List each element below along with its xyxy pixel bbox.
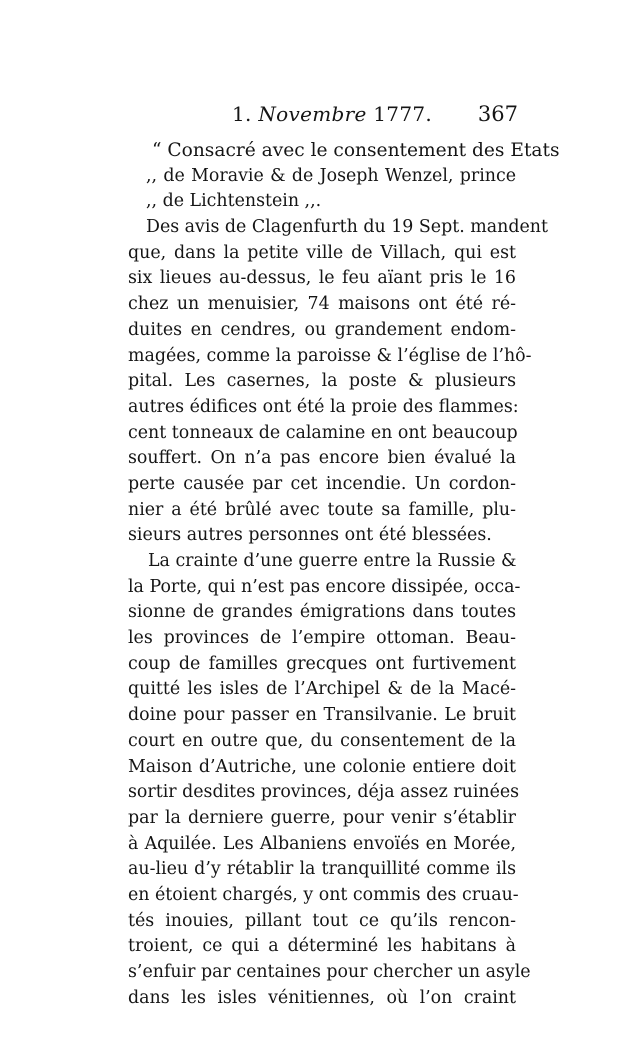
text-line: six lieues au-dessus, le feu aïant pris le 16: [128, 268, 516, 289]
header-year: 1777.: [373, 102, 433, 126]
text-line: chez un menuisier, 74 maisons ont été ré-: [128, 294, 516, 315]
running-title: [232, 102, 432, 126]
body-text: [128, 138, 560, 1011]
text-line: dans les isles vénitiennes, où l’on craint: [128, 987, 516, 1008]
text-line: la Porte, qui n’est pas encore dissipée, occa-: [128, 576, 521, 597]
text-line: coup de familles grecques ont furtivement: [128, 653, 516, 674]
header-day: 1.: [232, 102, 252, 126]
text-line: duites en cendres, ou grandement endom-: [128, 319, 516, 340]
text-line: troient, ce qui a déterminé les habitans à: [128, 936, 516, 957]
text-line: nier a été brûlé avec toute sa famille, plu-: [128, 499, 516, 520]
text-line: perte causée par cet incendie. Un cordon-: [128, 473, 516, 494]
text-line: Maison d’Autriche, une colonie entiere doit: [128, 756, 516, 777]
text-line: sieurs autres personnes ont été blessées.: [128, 525, 492, 546]
header-month: Novembre: [258, 102, 367, 126]
text-line: magées, comme la paroisse & l’église de l’hô-: [128, 345, 532, 366]
text-line: court en outre que, du consentement de la: [128, 730, 516, 751]
text-line: La crainte d’une guerre entre la Russie &: [148, 551, 517, 571]
text-line: à Aquilée. Les Albaniens envoïés en Morée,: [128, 833, 516, 854]
text-line: en étoient chargés, y ont commis des cruau-: [128, 884, 519, 905]
text-line: tés inouies, pillant tout ce qu’ils rencon-: [128, 910, 516, 931]
text-line: autres édifices ont été la proie des flammes:: [128, 396, 519, 417]
text-line: quitté les isles de l’Archipel & de la Macé-: [128, 679, 516, 700]
text-line: “ Consacré avec le consentement des Etats: [152, 140, 560, 161]
text-line: pital. Les casernes, la poste & plusieurs: [128, 371, 516, 392]
text-line: par la derniere guerre, pour venir s’établir: [128, 807, 516, 828]
text-line: que, dans la petite ville de Villach, qui est: [128, 242, 516, 263]
text-line: doine pour passer en Transilvanie. Le bruit: [128, 705, 516, 726]
text-line: les provinces de l’empire ottoman. Beau-: [128, 628, 516, 649]
text-line: sortir desdites provinces, déja assez ruinées: [128, 782, 520, 803]
text-line: Des avis de Clagenfurth du 19 Sept. mandent: [146, 217, 548, 238]
running-header: [232, 102, 518, 132]
text-line: ,, de Moravie & de Joseph Wenzel, prince: [146, 165, 516, 186]
page-number: 367: [477, 102, 518, 126]
text-line: ,, de Lichtenstein ,,.: [146, 191, 322, 212]
text-line: cent tonneaux de calamine en ont beaucoup: [128, 422, 518, 443]
text-line: s’enfuir par centaines pour chercher un asyle: [128, 962, 531, 982]
text-line: souffert. On n’a pas encore bien évalué la: [128, 448, 516, 469]
text-line: au-lieu d’y rétablir la tranquillité comme ils: [128, 859, 516, 880]
text-line: sionne de grandes émigrations dans toutes: [128, 602, 516, 623]
